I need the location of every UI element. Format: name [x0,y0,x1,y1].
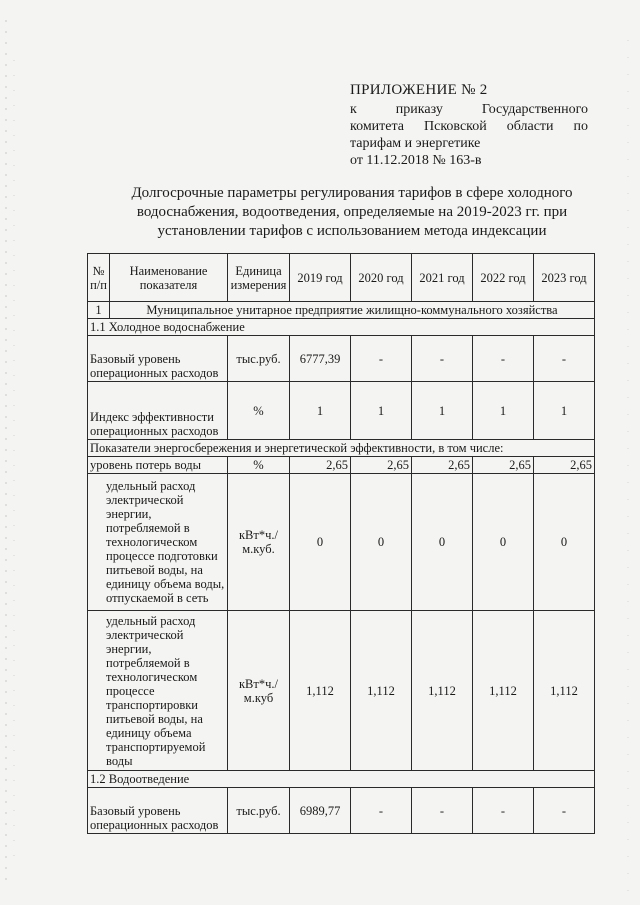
row-2023: 2,65 [534,457,595,474]
row-2020: - [351,788,412,834]
table-row [88,788,595,834]
row-2021: 2,65 [412,457,473,474]
row-2022: 2,65 [473,457,534,474]
row-2023: - [534,788,595,834]
appendix-line-2: комитета Псковской области по [350,119,588,134]
row-unit: % [228,457,290,474]
section-wastewater: 1.2 Водоотведение [88,771,595,788]
row-2019: 6777,39 [290,336,351,382]
appendix-block [350,82,588,169]
row-2020: 0 [351,474,412,611]
row-name: Индекс эффективности операционных расходов [88,382,228,440]
section-row [88,440,595,457]
row-unit: кВт*ч./м.куб. [228,474,290,611]
appendix-line-1: к приказу Государственного [350,102,588,117]
row-2023: 1 [534,382,595,440]
title-line-3: установлении тарифов с использованием метода индексации [157,223,547,239]
row-2021: 1,112 [412,611,473,771]
row-name: удельный расход электрической энергии, потребляемой в технологическом процессе транспортировки питьевой воды, на единицу объема транспортируемой воды [88,611,228,771]
header-2020: 2020 год [351,254,412,302]
table-header-row [88,254,595,302]
row-2020: 1 [351,382,412,440]
header-unit: Единица измерения [228,254,290,302]
row-2021: 0 [412,474,473,611]
org-row [88,302,595,319]
row-unit: % [228,382,290,440]
header-2022: 2022 год [473,254,534,302]
row-2019: 2,65 [290,457,351,474]
row-2019: 6989,77 [290,788,351,834]
table-row [88,336,595,382]
header-num: № п/п [88,254,110,302]
section-energy: Показатели энергосбережения и энергетической эффективности, в том числе: [88,440,595,457]
row-2022: - [473,336,534,382]
row-name: удельный расход электрической энергии, потребляемой в технологическом процессе подготовки питьевой воды, на единицу объема воды, отпускаемой в сеть [88,474,228,611]
row-2022: 1,112 [473,611,534,771]
section-row [88,771,595,788]
row-2021: - [412,788,473,834]
row-name: уровень потерь воды [88,457,228,474]
title-line-1: Долгосрочные параметры регулирования тарифов в сфере холодного [131,185,573,201]
row-2020: 1,112 [351,611,412,771]
section-row [88,319,595,336]
table-row [88,611,595,771]
appendix-line-4: от 11.12.2018 № 163-в [350,153,482,168]
org-num: 1 [88,302,110,319]
header-2019: 2019 год [290,254,351,302]
table-row [88,474,595,611]
row-unit: кВт*ч./м.куб [228,611,290,771]
appendix-heading: ПРИЛОЖЕНИЕ № 2 [350,82,488,98]
row-2023: 0 [534,474,595,611]
row-2019: 1 [290,382,351,440]
row-2023: 1,112 [534,611,595,771]
table-row [88,382,595,440]
row-2021: - [412,336,473,382]
row-2021: 1 [412,382,473,440]
row-2019: 1,112 [290,611,351,771]
row-2020: - [351,336,412,382]
row-2023: - [534,336,595,382]
row-unit: тыс.руб. [228,788,290,834]
row-2019: 0 [290,474,351,611]
row-name: Базовый уровень операционных расходов [88,788,228,834]
row-2020: 2,65 [351,457,412,474]
header-2023: 2023 год [534,254,595,302]
appendix-line-3: тарифам и энергетике [350,136,481,151]
row-2022: 1 [473,382,534,440]
table-row [88,457,595,474]
org-name: Муниципальное унитарное предприятие жилищно-коммунального хозяйства [110,302,595,319]
section-cold-water: 1.1 Холодное водоснабжение [88,319,595,336]
parameters-table [87,253,595,834]
header-name: Наименование показателя [110,254,228,302]
title-line-2: водоснабжения, водоотведения, определяемые на 2019-2023 гг. при [136,204,568,220]
header-2021: 2021 год [412,254,473,302]
row-name: Базовый уровень операционных расходов [88,336,228,382]
document-title [112,184,592,241]
row-unit: тыс.руб. [228,336,290,382]
row-2022: 0 [473,474,534,611]
row-2022: - [473,788,534,834]
